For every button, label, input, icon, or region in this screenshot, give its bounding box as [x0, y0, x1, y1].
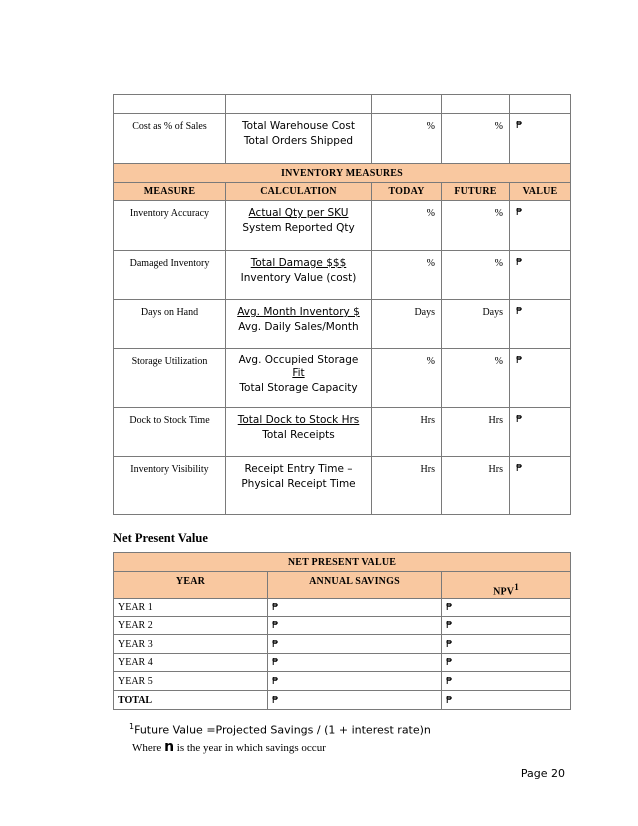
calculation-cell: [226, 408, 372, 457]
calc-denominator: Total Storage Capacity: [239, 382, 358, 394]
calc-numerator-continued: Fit: [292, 367, 305, 379]
header-row: [114, 183, 571, 201]
calc-numerator: Actual Qty per SKU: [248, 207, 349, 219]
npv-table-title: NET PRESENT VALUE: [114, 553, 571, 572]
table-row: [114, 408, 571, 457]
npv-title-row: [114, 553, 571, 572]
npv-cell: ₱: [442, 635, 571, 654]
npv-cell: ₱: [442, 654, 571, 672]
year-cell: YEAR 3: [114, 635, 268, 654]
total-savings-cell: ₱: [268, 691, 442, 710]
future-cell: %: [442, 251, 510, 300]
calc-denominator: Total Receipts: [262, 429, 335, 441]
year-cell: YEAR 2: [114, 617, 268, 635]
future-cell: %: [442, 349, 510, 408]
table-row: [114, 654, 571, 672]
calc-denominator: Total Orders Shipped: [243, 135, 354, 147]
today-cell: %: [372, 114, 442, 164]
calc-denominator: Inventory Value (cost): [240, 272, 357, 284]
header-calculation: CALCULATION: [226, 183, 372, 201]
total-npv-cell: ₱: [442, 691, 571, 710]
calc-numerator: Total Dock to Stock Hrs: [237, 414, 360, 426]
footnote-marker: 1: [129, 722, 135, 731]
calc-denominator: Avg. Daily Sales/Month: [238, 321, 359, 333]
calc-numerator: Total Warehouse Cost: [242, 120, 355, 132]
section-title: INVENTORY MEASURES: [114, 164, 571, 183]
table-row: [114, 251, 571, 300]
table-row: [114, 617, 571, 635]
footnote-line-2: [132, 739, 431, 757]
empty-top-row: [114, 95, 571, 114]
measure-cell: Days on Hand: [114, 300, 226, 349]
calculation-cell: [226, 114, 372, 164]
total-label-cell: TOTAL: [114, 691, 268, 710]
npv-heading: Net Present Value: [113, 531, 208, 545]
calculation-cell: [226, 300, 372, 349]
measure-cell: Dock to Stock Time: [114, 408, 226, 457]
measure-cell: Inventory Visibility: [114, 457, 226, 515]
today-cell: %: [372, 349, 442, 408]
table-row: [114, 691, 571, 710]
footnote-n: n: [164, 738, 175, 755]
npv-header-row: [114, 572, 571, 599]
today-cell: Hrs: [372, 408, 442, 457]
header-npv: [442, 572, 571, 599]
value-cell: ₱: [510, 201, 571, 251]
calculation-cell: [226, 349, 372, 408]
savings-cell: ₱: [268, 635, 442, 654]
calc-numerator: Avg. Occupied Storage: [238, 354, 359, 366]
header-year: YEAR: [114, 572, 268, 599]
value-cell: ₱: [510, 114, 571, 164]
header-today: TODAY: [372, 183, 442, 201]
value-cell: ₱: [510, 300, 571, 349]
value-cell: ₱: [510, 457, 571, 515]
future-cell: Hrs: [442, 457, 510, 515]
calc-numerator: Avg. Month Inventory $: [237, 306, 360, 318]
today-cell: %: [372, 201, 442, 251]
calculation-cell: [226, 251, 372, 300]
npv-cell: ₱: [442, 599, 571, 617]
section-title-row: [114, 164, 571, 183]
measure-cell: Cost as % of Sales: [114, 114, 226, 164]
calc-numerator: Total Damage $$$: [250, 257, 347, 269]
footnote-formula: Future Value =Projected Savings / (1 + interest rate)n: [134, 723, 431, 737]
footnote-rest: is the year in which savings occur: [174, 741, 326, 754]
value-cell: ₱: [510, 251, 571, 300]
header-value: VALUE: [510, 183, 571, 201]
table-row: [114, 201, 571, 251]
value-cell: ₱: [510, 349, 571, 408]
value-cell: ₱: [510, 408, 571, 457]
savings-cell: ₱: [268, 617, 442, 635]
inventory-measures-table: [113, 94, 571, 515]
future-cell: Hrs: [442, 408, 510, 457]
footnote: [129, 718, 431, 757]
measure-cell: Damaged Inventory: [114, 251, 226, 300]
future-cell: Days: [442, 300, 510, 349]
table-row: [114, 300, 571, 349]
npv-cell: ₱: [442, 617, 571, 635]
calculation-cell: [226, 457, 372, 515]
calc-denominator: Physical Receipt Time: [241, 478, 356, 490]
today-cell: %: [372, 251, 442, 300]
npv-cell: ₱: [442, 672, 571, 691]
footnote-line-1: [129, 718, 431, 739]
npv-table: [113, 552, 571, 710]
table-row: [114, 635, 571, 654]
header-measure: MEASURE: [114, 183, 226, 201]
year-cell: YEAR 5: [114, 672, 268, 691]
future-cell: %: [442, 114, 510, 164]
table-row: [114, 457, 571, 515]
year-cell: YEAR 4: [114, 654, 268, 672]
footnote-where: Where: [132, 741, 165, 754]
npv-label: NPV: [493, 586, 515, 597]
today-cell: Days: [372, 300, 442, 349]
savings-cell: ₱: [268, 654, 442, 672]
page-number: Page 20: [520, 767, 565, 780]
npv-footnote-marker: 1: [514, 581, 519, 592]
table-row: [114, 672, 571, 691]
calc-numerator: Receipt Entry Time –: [244, 463, 353, 475]
savings-cell: ₱: [268, 599, 442, 617]
year-cell: YEAR 1: [114, 599, 268, 617]
calculation-cell: [226, 201, 372, 251]
calc-denominator: System Reported Qty: [242, 222, 355, 234]
table-row: [114, 349, 571, 408]
table-row: [114, 599, 571, 617]
header-annual-savings: ANNUAL SAVINGS: [268, 572, 442, 599]
table-row: [114, 114, 571, 164]
measure-cell: Inventory Accuracy: [114, 201, 226, 251]
future-cell: %: [442, 201, 510, 251]
today-cell: Hrs: [372, 457, 442, 515]
savings-cell: ₱: [268, 672, 442, 691]
measure-cell: Storage Utilization: [114, 349, 226, 408]
header-future: FUTURE: [442, 183, 510, 201]
